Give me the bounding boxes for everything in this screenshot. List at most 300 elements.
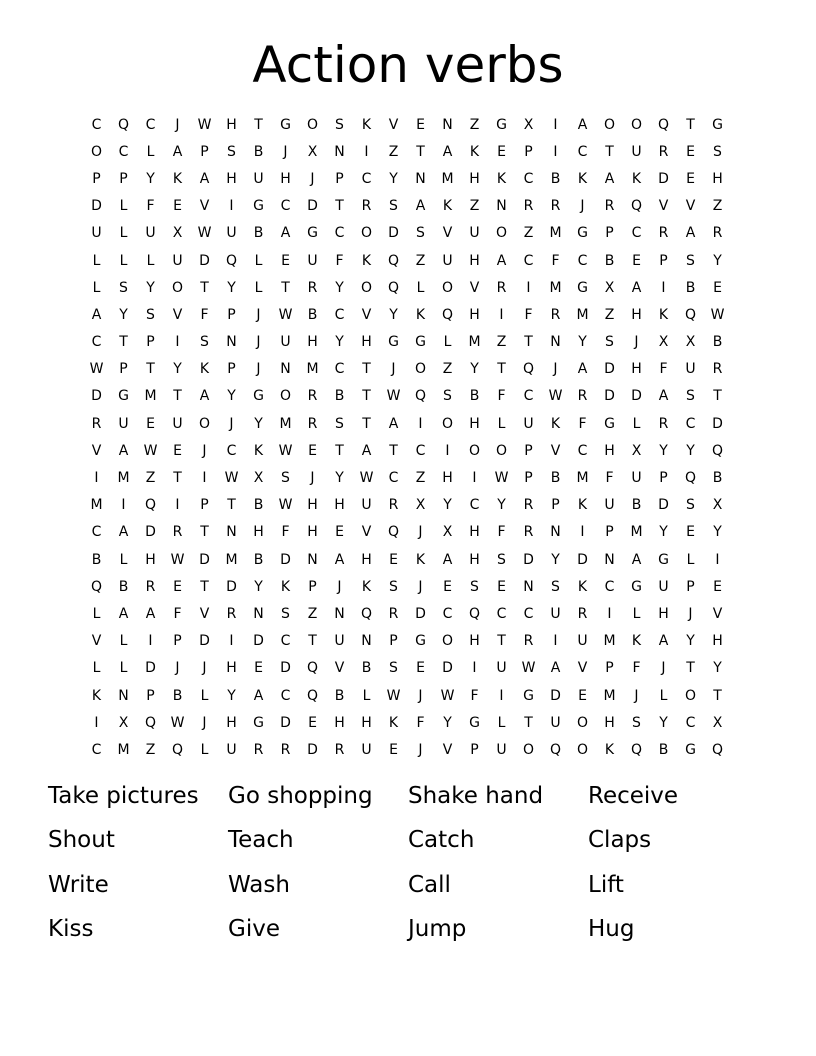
grid-letter: A bbox=[91, 306, 102, 323]
word-list bbox=[48, 776, 788, 953]
word-list-item: Receive bbox=[588, 783, 679, 809]
grid-letter: V bbox=[199, 605, 210, 622]
grid-letter: W bbox=[521, 660, 536, 677]
grid-letter: Y bbox=[227, 687, 236, 704]
grid-letter: Y bbox=[470, 361, 479, 378]
grid-letter: G bbox=[523, 687, 534, 704]
grid-letter: G bbox=[712, 116, 723, 133]
grid-letter: A bbox=[145, 605, 156, 622]
grid-letter: L bbox=[632, 415, 641, 432]
grid-letter: V bbox=[685, 198, 696, 215]
grid-letter: L bbox=[416, 279, 425, 296]
grid-letter: I bbox=[94, 714, 99, 731]
grid-letter: W bbox=[386, 388, 401, 405]
grid-letter: N bbox=[604, 551, 615, 568]
word-search-grid bbox=[83, 111, 733, 764]
grid-letter: Y bbox=[146, 170, 155, 187]
grid-letter: C bbox=[577, 143, 588, 160]
grid-letter: O bbox=[495, 442, 508, 459]
grid-letter: C bbox=[145, 116, 156, 133]
grid-letter: F bbox=[524, 306, 533, 323]
grid-letter: R bbox=[658, 143, 669, 160]
grid-letter: P bbox=[605, 225, 614, 242]
grid-letter: W bbox=[170, 714, 185, 731]
grid-letter: U bbox=[631, 470, 642, 487]
grid-letter: M bbox=[576, 306, 589, 323]
grid-letter: L bbox=[659, 687, 668, 704]
grid-letter: C bbox=[523, 605, 534, 622]
grid-letter: B bbox=[685, 279, 696, 296]
grid-row bbox=[83, 383, 733, 410]
grid-letter: N bbox=[226, 524, 237, 541]
grid-letter: J bbox=[418, 578, 423, 595]
grid-letter: H bbox=[253, 524, 264, 541]
grid-letter: Y bbox=[146, 279, 155, 296]
grid-letter: D bbox=[253, 633, 264, 650]
grid-letter: Y bbox=[713, 524, 722, 541]
grid-letter: Q bbox=[711, 442, 724, 459]
grid-row bbox=[83, 519, 733, 546]
grid-letter: C bbox=[442, 605, 453, 622]
grid-letter: I bbox=[148, 633, 153, 650]
grid-letter: O bbox=[468, 442, 481, 459]
word-list-item: Take pictures bbox=[48, 783, 199, 809]
grid-letter: R bbox=[604, 198, 615, 215]
grid-letter: D bbox=[523, 551, 534, 568]
grid-letter: N bbox=[550, 524, 561, 541]
grid-letter: C bbox=[469, 497, 480, 514]
grid-letter: C bbox=[577, 252, 588, 269]
grid-letter: H bbox=[469, 170, 480, 187]
grid-letter: A bbox=[280, 225, 291, 242]
word-list-item: Hug bbox=[588, 915, 635, 942]
grid-letter: H bbox=[334, 497, 345, 514]
grid-letter: H bbox=[469, 551, 480, 568]
grid-letter: R bbox=[523, 198, 534, 215]
grid-letter: D bbox=[280, 551, 291, 568]
grid-letter: L bbox=[92, 605, 101, 622]
grid-letter: S bbox=[416, 225, 425, 242]
grid-letter: T bbox=[605, 143, 614, 160]
grid-letter: F bbox=[632, 660, 641, 677]
grid-letter: R bbox=[523, 633, 534, 650]
grid-letter: H bbox=[361, 714, 372, 731]
grid-letter: B bbox=[253, 225, 264, 242]
grid-letter: X bbox=[658, 334, 669, 351]
grid-letter: S bbox=[335, 415, 344, 432]
grid-letter: M bbox=[468, 334, 481, 351]
word-list-item: Wash bbox=[228, 871, 290, 898]
grid-letter: R bbox=[388, 497, 399, 514]
grid-letter: I bbox=[499, 306, 504, 323]
grid-letter: D bbox=[199, 252, 210, 269]
grid-letter: N bbox=[226, 334, 237, 351]
grid-letter: J bbox=[634, 334, 639, 351]
grid-letter: N bbox=[253, 605, 264, 622]
grid-letter: T bbox=[497, 361, 506, 378]
grid-letter: G bbox=[496, 116, 507, 133]
grid-letter: K bbox=[469, 143, 480, 160]
grid-letter: I bbox=[418, 415, 423, 432]
grid-letter: R bbox=[523, 497, 534, 514]
grid-letter: I bbox=[229, 198, 234, 215]
grid-letter: G bbox=[469, 714, 480, 731]
grid-letter: M bbox=[225, 551, 238, 568]
grid-letter: S bbox=[551, 578, 560, 595]
grid-letter: E bbox=[497, 143, 506, 160]
grid-letter: I bbox=[121, 497, 126, 514]
grid-letter: X bbox=[604, 279, 615, 296]
grid-letter: V bbox=[658, 198, 669, 215]
grid-letter: U bbox=[253, 170, 264, 187]
grid-letter: W bbox=[170, 551, 185, 568]
grid-letter: Y bbox=[713, 252, 722, 269]
grid-letter: K bbox=[415, 551, 426, 568]
grid-letter: H bbox=[604, 714, 615, 731]
grid-letter: X bbox=[253, 470, 264, 487]
grid-letter: R bbox=[712, 361, 723, 378]
grid-letter: L bbox=[92, 252, 101, 269]
grid-letter: C bbox=[280, 198, 291, 215]
grid-letter: O bbox=[684, 687, 697, 704]
grid-letter: O bbox=[306, 116, 319, 133]
grid-letter: X bbox=[685, 334, 696, 351]
grid-letter: E bbox=[308, 442, 317, 459]
grid-letter: I bbox=[175, 497, 180, 514]
grid-letter: S bbox=[497, 551, 506, 568]
grid-letter: M bbox=[603, 633, 616, 650]
grid-letter: U bbox=[361, 741, 372, 758]
grid-letter: C bbox=[523, 252, 534, 269]
grid-letter: S bbox=[119, 279, 128, 296]
grid-letter: Y bbox=[443, 497, 452, 514]
grid-letter: U bbox=[523, 415, 534, 432]
grid-letter: A bbox=[604, 170, 615, 187]
grid-letter: M bbox=[603, 687, 616, 704]
grid-letter: B bbox=[361, 660, 372, 677]
grid-letter: K bbox=[631, 633, 642, 650]
grid-letter: P bbox=[551, 497, 560, 514]
grid-letter: W bbox=[278, 442, 293, 459]
grid-letter: W bbox=[143, 442, 158, 459]
grid-letter: G bbox=[118, 388, 129, 405]
grid-letter: I bbox=[364, 143, 369, 160]
grid-letter: G bbox=[388, 334, 399, 351]
page-title: Action verbs bbox=[252, 36, 564, 94]
grid-letter: A bbox=[685, 225, 696, 242]
grid-letter: U bbox=[442, 252, 453, 269]
grid-letter: E bbox=[389, 741, 398, 758]
grid-letter: I bbox=[553, 633, 558, 650]
grid-letter: N bbox=[442, 116, 453, 133]
grid-letter: D bbox=[550, 687, 561, 704]
grid-letter: I bbox=[553, 116, 558, 133]
grid-letter: D bbox=[91, 388, 102, 405]
grid-letter: J bbox=[202, 714, 207, 731]
grid-letter: O bbox=[198, 415, 211, 432]
grid-letter: H bbox=[442, 470, 453, 487]
grid-letter: I bbox=[202, 470, 207, 487]
grid-letter: W bbox=[278, 306, 293, 323]
grid-letter: A bbox=[361, 442, 372, 459]
grid-letter: I bbox=[661, 279, 666, 296]
grid-letter: Y bbox=[119, 306, 128, 323]
grid-letter: L bbox=[254, 252, 263, 269]
grid-letter: E bbox=[686, 524, 695, 541]
grid-letter: X bbox=[118, 714, 129, 731]
grid-row bbox=[83, 138, 733, 165]
word-list-item: Catch bbox=[408, 827, 475, 854]
grid-row bbox=[83, 682, 733, 709]
grid-letter: J bbox=[310, 470, 315, 487]
grid-letter: D bbox=[307, 741, 318, 758]
grid-letter: Y bbox=[254, 415, 263, 432]
grid-letter: E bbox=[416, 116, 425, 133]
grid-letter: B bbox=[604, 252, 615, 269]
grid-letter: Y bbox=[335, 334, 344, 351]
grid-letter: G bbox=[577, 279, 588, 296]
grid-letter: A bbox=[577, 116, 588, 133]
grid-letter: Y bbox=[659, 442, 668, 459]
grid-letter: R bbox=[577, 605, 588, 622]
grid-letter: O bbox=[576, 714, 589, 731]
grid-letter: K bbox=[199, 361, 210, 378]
grid-letter: H bbox=[280, 170, 291, 187]
grid-letter: W bbox=[440, 687, 455, 704]
word-list-item: Shout bbox=[48, 827, 115, 854]
grid-letter: U bbox=[280, 334, 291, 351]
grid-letter: N bbox=[334, 605, 345, 622]
grid-letter: J bbox=[256, 306, 261, 323]
grid-letter: L bbox=[200, 741, 209, 758]
grid-letter: M bbox=[117, 741, 130, 758]
grid-letter: I bbox=[526, 279, 531, 296]
grid-letter: R bbox=[361, 198, 372, 215]
grid-letter: G bbox=[280, 116, 291, 133]
grid-row bbox=[83, 301, 733, 328]
grid-letter: P bbox=[200, 143, 209, 160]
grid-letter: J bbox=[256, 334, 261, 351]
word-list-item: Call bbox=[408, 871, 451, 898]
word-list-item: Give bbox=[228, 915, 280, 942]
grid-letter: L bbox=[119, 551, 128, 568]
grid-letter: H bbox=[469, 633, 480, 650]
grid-letter: V bbox=[91, 633, 102, 650]
grid-letter: U bbox=[226, 741, 237, 758]
grid-letter: V bbox=[442, 225, 453, 242]
grid-letter: W bbox=[197, 225, 212, 242]
grid-letter: D bbox=[145, 660, 156, 677]
grid-letter: K bbox=[280, 578, 291, 595]
grid-letter: Z bbox=[496, 334, 507, 351]
grid-letter: K bbox=[658, 306, 669, 323]
grid-letter: K bbox=[577, 578, 588, 595]
grid-letter: B bbox=[631, 497, 642, 514]
grid-letter: U bbox=[658, 578, 669, 595]
grid-letter: V bbox=[91, 442, 102, 459]
grid-letter: P bbox=[200, 497, 209, 514]
grid-letter: U bbox=[685, 361, 696, 378]
grid-row bbox=[83, 410, 733, 437]
grid-letter: K bbox=[577, 170, 588, 187]
grid-letter: H bbox=[469, 415, 480, 432]
grid-letter: W bbox=[710, 306, 725, 323]
grid-letter: A bbox=[415, 198, 426, 215]
grid-letter: H bbox=[712, 170, 723, 187]
grid-letter: E bbox=[173, 442, 182, 459]
grid-letter: Q bbox=[630, 741, 643, 758]
grid-row bbox=[83, 546, 733, 573]
grid-letter: S bbox=[335, 116, 344, 133]
grid-letter: Z bbox=[712, 198, 723, 215]
grid-letter: O bbox=[603, 116, 616, 133]
grid-letter: C bbox=[361, 170, 372, 187]
grid-letter: C bbox=[91, 524, 102, 541]
grid-letter: E bbox=[713, 279, 722, 296]
grid-letter: U bbox=[577, 633, 588, 650]
grid-letter: D bbox=[388, 225, 399, 242]
grid-letter: C bbox=[523, 388, 534, 405]
grid-letter: L bbox=[119, 225, 128, 242]
grid-letter: F bbox=[551, 252, 560, 269]
grid-letter: Y bbox=[227, 388, 236, 405]
grid-letter: N bbox=[496, 198, 507, 215]
grid-letter: B bbox=[712, 334, 723, 351]
grid-letter: Z bbox=[415, 470, 426, 487]
grid-letter: B bbox=[658, 741, 669, 758]
grid-letter: H bbox=[226, 116, 237, 133]
grid-letter: V bbox=[550, 442, 561, 459]
grid-row bbox=[83, 247, 733, 274]
grid-letter: T bbox=[524, 334, 533, 351]
grid-letter: K bbox=[361, 578, 372, 595]
grid-letter: C bbox=[496, 605, 507, 622]
grid-letter: H bbox=[631, 361, 642, 378]
grid-letter: K bbox=[172, 170, 183, 187]
grid-letter: B bbox=[550, 170, 561, 187]
grid-letter: E bbox=[632, 252, 641, 269]
word-list-item: Lift bbox=[588, 871, 624, 898]
grid-letter: R bbox=[550, 306, 561, 323]
grid-letter: B bbox=[712, 470, 723, 487]
grid-letter: G bbox=[253, 388, 264, 405]
grid-letter: X bbox=[523, 116, 534, 133]
grid-letter: J bbox=[202, 660, 207, 677]
grid-letter: X bbox=[712, 497, 723, 514]
grid-letter: L bbox=[92, 660, 101, 677]
grid-letter: P bbox=[146, 334, 155, 351]
grid-letter: S bbox=[686, 252, 695, 269]
grid-letter: P bbox=[659, 252, 668, 269]
grid-letter: P bbox=[173, 633, 182, 650]
word-list-item: Jump bbox=[408, 915, 467, 942]
grid-letter: L bbox=[362, 687, 371, 704]
grid-letter: S bbox=[389, 198, 398, 215]
grid-letter: T bbox=[416, 143, 425, 160]
grid-letter: O bbox=[441, 633, 454, 650]
grid-letter: C bbox=[388, 470, 399, 487]
grid-letter: M bbox=[117, 470, 130, 487]
grid-letter: B bbox=[172, 687, 183, 704]
grid-row bbox=[83, 437, 733, 464]
grid-letter: H bbox=[226, 714, 237, 731]
grid-letter: S bbox=[389, 578, 398, 595]
grid-letter: W bbox=[197, 116, 212, 133]
grid-letter: W bbox=[89, 361, 104, 378]
grid-letter: K bbox=[550, 415, 561, 432]
grid-letter: A bbox=[253, 687, 264, 704]
grid-letter: J bbox=[337, 578, 342, 595]
grid-letter: A bbox=[496, 252, 507, 269]
grid-letter: A bbox=[199, 170, 210, 187]
grid-row bbox=[83, 165, 733, 192]
grid-letter: B bbox=[253, 551, 264, 568]
grid-letter: R bbox=[496, 279, 507, 296]
grid-letter: D bbox=[280, 660, 291, 677]
grid-letter: D bbox=[604, 361, 615, 378]
grid-letter: K bbox=[631, 170, 642, 187]
grid-letter: Q bbox=[144, 714, 157, 731]
grid-letter: K bbox=[361, 252, 372, 269]
grid-letter: G bbox=[253, 198, 264, 215]
grid-row bbox=[83, 628, 733, 655]
grid-letter: K bbox=[253, 442, 264, 459]
grid-letter: Y bbox=[713, 660, 722, 677]
grid-letter: Q bbox=[414, 388, 427, 405]
grid-letter: X bbox=[631, 442, 642, 459]
grid-letter: L bbox=[119, 198, 128, 215]
grid-letter: Q bbox=[306, 660, 319, 677]
grid-letter: H bbox=[361, 551, 372, 568]
grid-letter: S bbox=[146, 306, 155, 323]
grid-letter: H bbox=[145, 551, 156, 568]
grid-letter: T bbox=[308, 633, 317, 650]
grid-letter: S bbox=[632, 714, 641, 731]
grid-letter: G bbox=[415, 633, 426, 650]
grid-letter: H bbox=[712, 633, 723, 650]
grid-letter: G bbox=[658, 551, 669, 568]
grid-letter: J bbox=[202, 442, 207, 459]
grid-letter: F bbox=[497, 388, 506, 405]
grid-letter: R bbox=[307, 415, 318, 432]
grid-letter: F bbox=[470, 687, 479, 704]
grid-letter: T bbox=[713, 687, 722, 704]
grid-letter: A bbox=[442, 551, 453, 568]
grid-letter: Z bbox=[523, 225, 534, 242]
grid-letter: U bbox=[550, 714, 561, 731]
grid-letter: E bbox=[686, 170, 695, 187]
grid-letter: U bbox=[469, 225, 480, 242]
grid-letter: S bbox=[200, 334, 209, 351]
grid-letter: P bbox=[119, 170, 128, 187]
grid-letter: C bbox=[685, 415, 696, 432]
grid-letter: T bbox=[362, 415, 371, 432]
grid-letter: A bbox=[172, 143, 183, 160]
grid-letter: A bbox=[334, 551, 345, 568]
grid-letter: I bbox=[553, 143, 558, 160]
grid-letter: S bbox=[389, 660, 398, 677]
grid-letter: V bbox=[388, 116, 399, 133]
grid-letter: Y bbox=[686, 633, 695, 650]
grid-letter: P bbox=[524, 470, 533, 487]
grid-letter: E bbox=[146, 415, 155, 432]
grid-letter: W bbox=[494, 470, 509, 487]
grid-letter: L bbox=[146, 252, 155, 269]
grid-letter: D bbox=[145, 524, 156, 541]
grid-letter: Q bbox=[684, 306, 697, 323]
grid-letter: U bbox=[631, 143, 642, 160]
grid-letter: Y bbox=[227, 279, 236, 296]
